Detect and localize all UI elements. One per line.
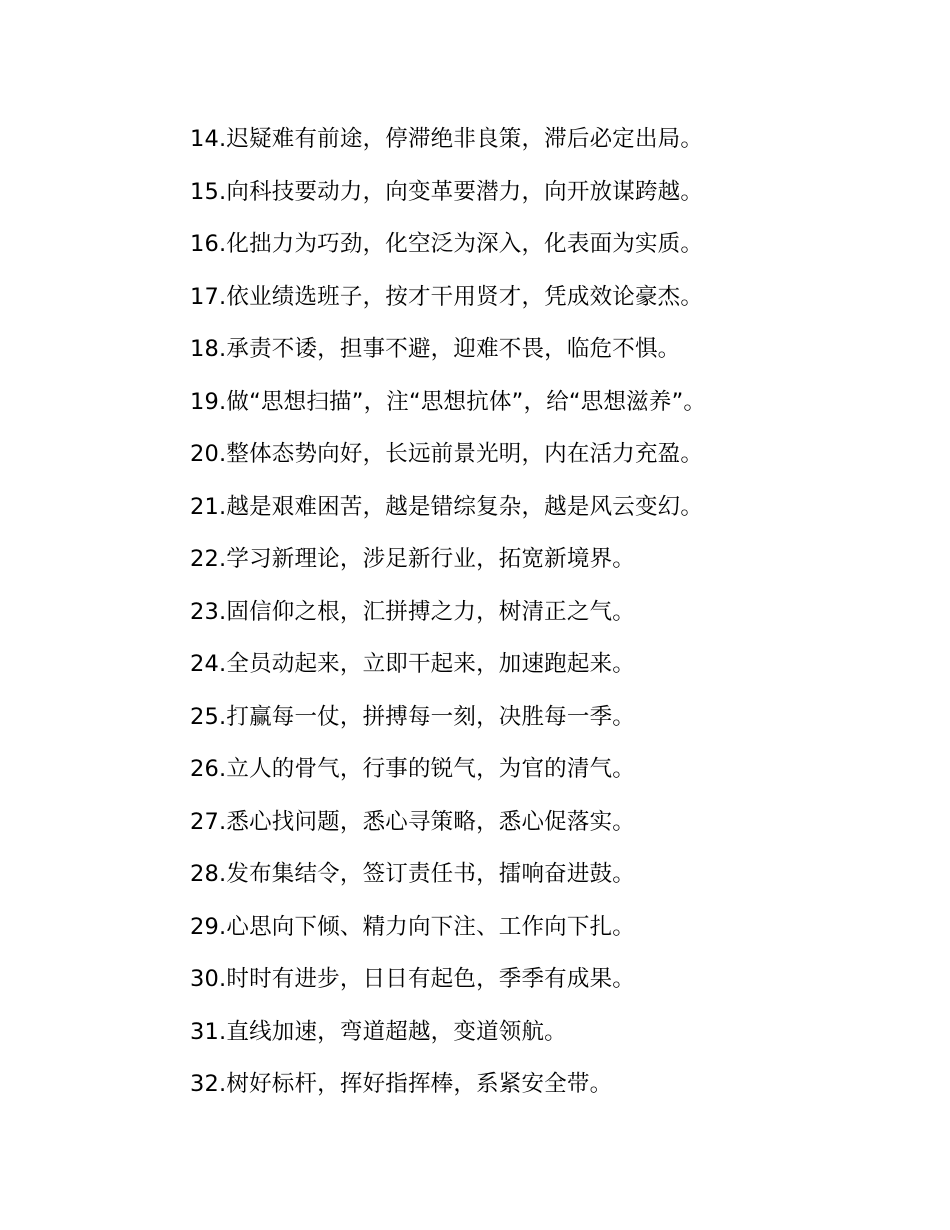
slogan-list bbox=[190, 116, 910, 1114]
list-item: 25.打赢每一仗，拼搏每一刻，决胜每一季。 bbox=[190, 703, 635, 730]
list-item: 30.时时有进步，日日有起色，季季有成果。 bbox=[190, 966, 635, 992]
list-item: 24.全员动起来，立即干起来，加速跑起来。 bbox=[190, 651, 635, 677]
list-item: 29.心思向下倾、精力向下注、工作向下扎。 bbox=[190, 913, 635, 940]
list-item: 22.学习新理论，涉足新行业，拓宽新境界。 bbox=[190, 546, 635, 572]
list-item: 14.迟疑难有前途，停滞绝非良策，滞后必定出局。 bbox=[190, 126, 704, 152]
list-item: 32.树好标杆，挥好指挥棒，系紧安全带。 bbox=[190, 1071, 613, 1097]
list-item: 23.固信仰之根，汇拼搏之力，树清正之气。 bbox=[190, 598, 635, 625]
list-item: 20.整体态势向好，长远前景光明，内在活力充盈。 bbox=[190, 441, 704, 467]
list-item: 26.立人的骨气，行事的锐气，为官的清气。 bbox=[190, 756, 635, 782]
list-item: 19.做“思想扫描”，注“思想抗体”，给“思想滋养”。 bbox=[190, 388, 707, 415]
list-item: 15.向科技要动力，向变革要潜力，向开放谋跨越。 bbox=[190, 178, 704, 205]
list-item: 28.发布集结令，签订责任书，擂响奋进鼓。 bbox=[190, 861, 635, 887]
list-item: 27.悉心找问题，悉心寻策略，悉心促落实。 bbox=[190, 808, 635, 835]
list-item: 21.越是艰难困苦，越是错综复杂，越是风云变幻。 bbox=[190, 493, 704, 520]
list-item: 31.直线加速，弯道超越，变道领航。 bbox=[190, 1018, 567, 1045]
list-item: 17.依业绩选班子，按才干用贤才，凭成效论豪杰。 bbox=[190, 283, 704, 310]
list-item: 18.承责不诿，担事不避，迎难不畏，临危不惧。 bbox=[190, 336, 681, 362]
list-item: 16.化拙力为巧劲，化空泛为深入，化表面为实质。 bbox=[190, 231, 704, 257]
